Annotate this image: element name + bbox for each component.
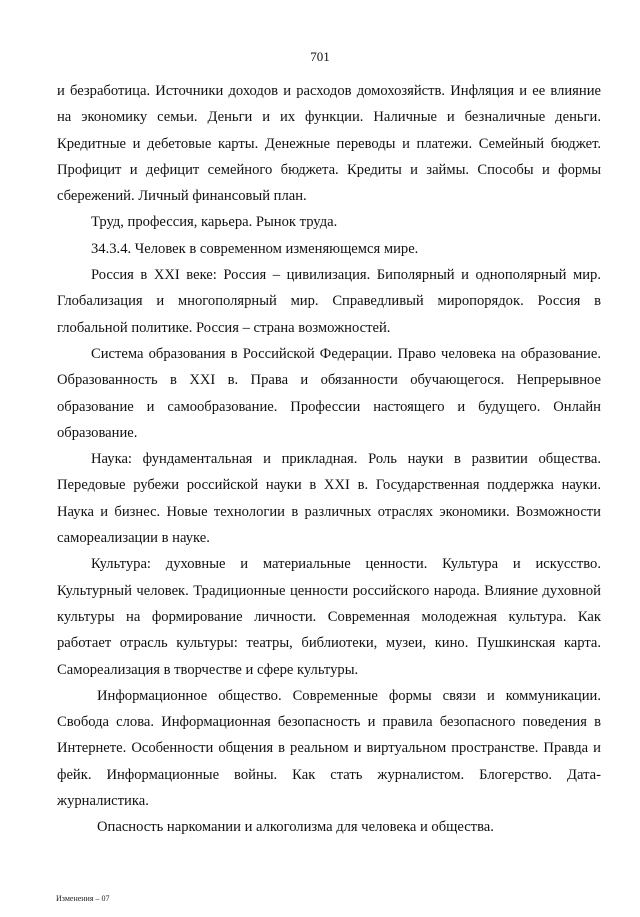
document-body (57, 78, 601, 841)
paragraph: Информационное общество. Современные формы связи и коммуникации. Свобода слова. Информационная безопасность и правила безопасного поведения в Интернете. Особенности общения в реальном и виртуальном пространстве. Правда и фейк. Информационные войны. Как стать журналистом. Блогерство. Дата-журналистика. (57, 687, 601, 810)
paragraph: Россия в XXI веке: Россия – цивилизация. Биполярный и однополярный мир. Глобализация и многополярный мир. Справедливый миропорядок. Россия в глобальной политике. Россия – страна возможностей. (57, 267, 601, 336)
paragraph: Наука: фундаментальная и прикладная. Роль науки в развитии общества. Передовые рубежи российской науки в XXI в. Государственная поддержка науки. Наука и бизнес. Новые технологии в различных отраслях экономики. Возможности самореализации в науке. (57, 451, 601, 547)
paragraph: и безработица. Источники доходов и расходов домохозяйств. Инфляция и ее влияние на экономику семьи. Деньги и их функции. Наличные и безналичные деньги. Кредитные и дебетовые карты. Денежные переводы и платежи. Семейный бюджет. Профицит и дефицит семейного бюджета. Кредиты и займы. Способы и формы сбережений. Личный финансовый план. (57, 83, 601, 205)
page-number: 701 (310, 49, 330, 64)
paragraph: Культура: духовные и материальные ценности. Культура и искусство. Культурный человек. Традиционные ценности российского народа. Влияние духовной культуры на формирование личности. Современная молодежная культура. Как работает отрасль культуры: театры, библиотеки, музеи, кино. Пушкинская карта. Самореализация в творчестве и сфере культуры. (57, 556, 601, 678)
footer-revision: Изменения – 07 (56, 894, 110, 903)
paragraph: Опасность наркомании и алкоголизма для человека и общества. (97, 819, 494, 836)
section-heading: 34.3.4. Человек в современном изменяющемся мире. (91, 240, 419, 257)
paragraph: Труд, профессия, карьера. Рынок труда. (91, 214, 338, 231)
paragraph: Система образования в Российской Федерации. Право человека на образование. Образованность в XXI в. Права и обязанности обучающегося. Непрерывное образование и самообразование. Профессии настоящего и будущего. Онлайн образование. (57, 345, 601, 441)
